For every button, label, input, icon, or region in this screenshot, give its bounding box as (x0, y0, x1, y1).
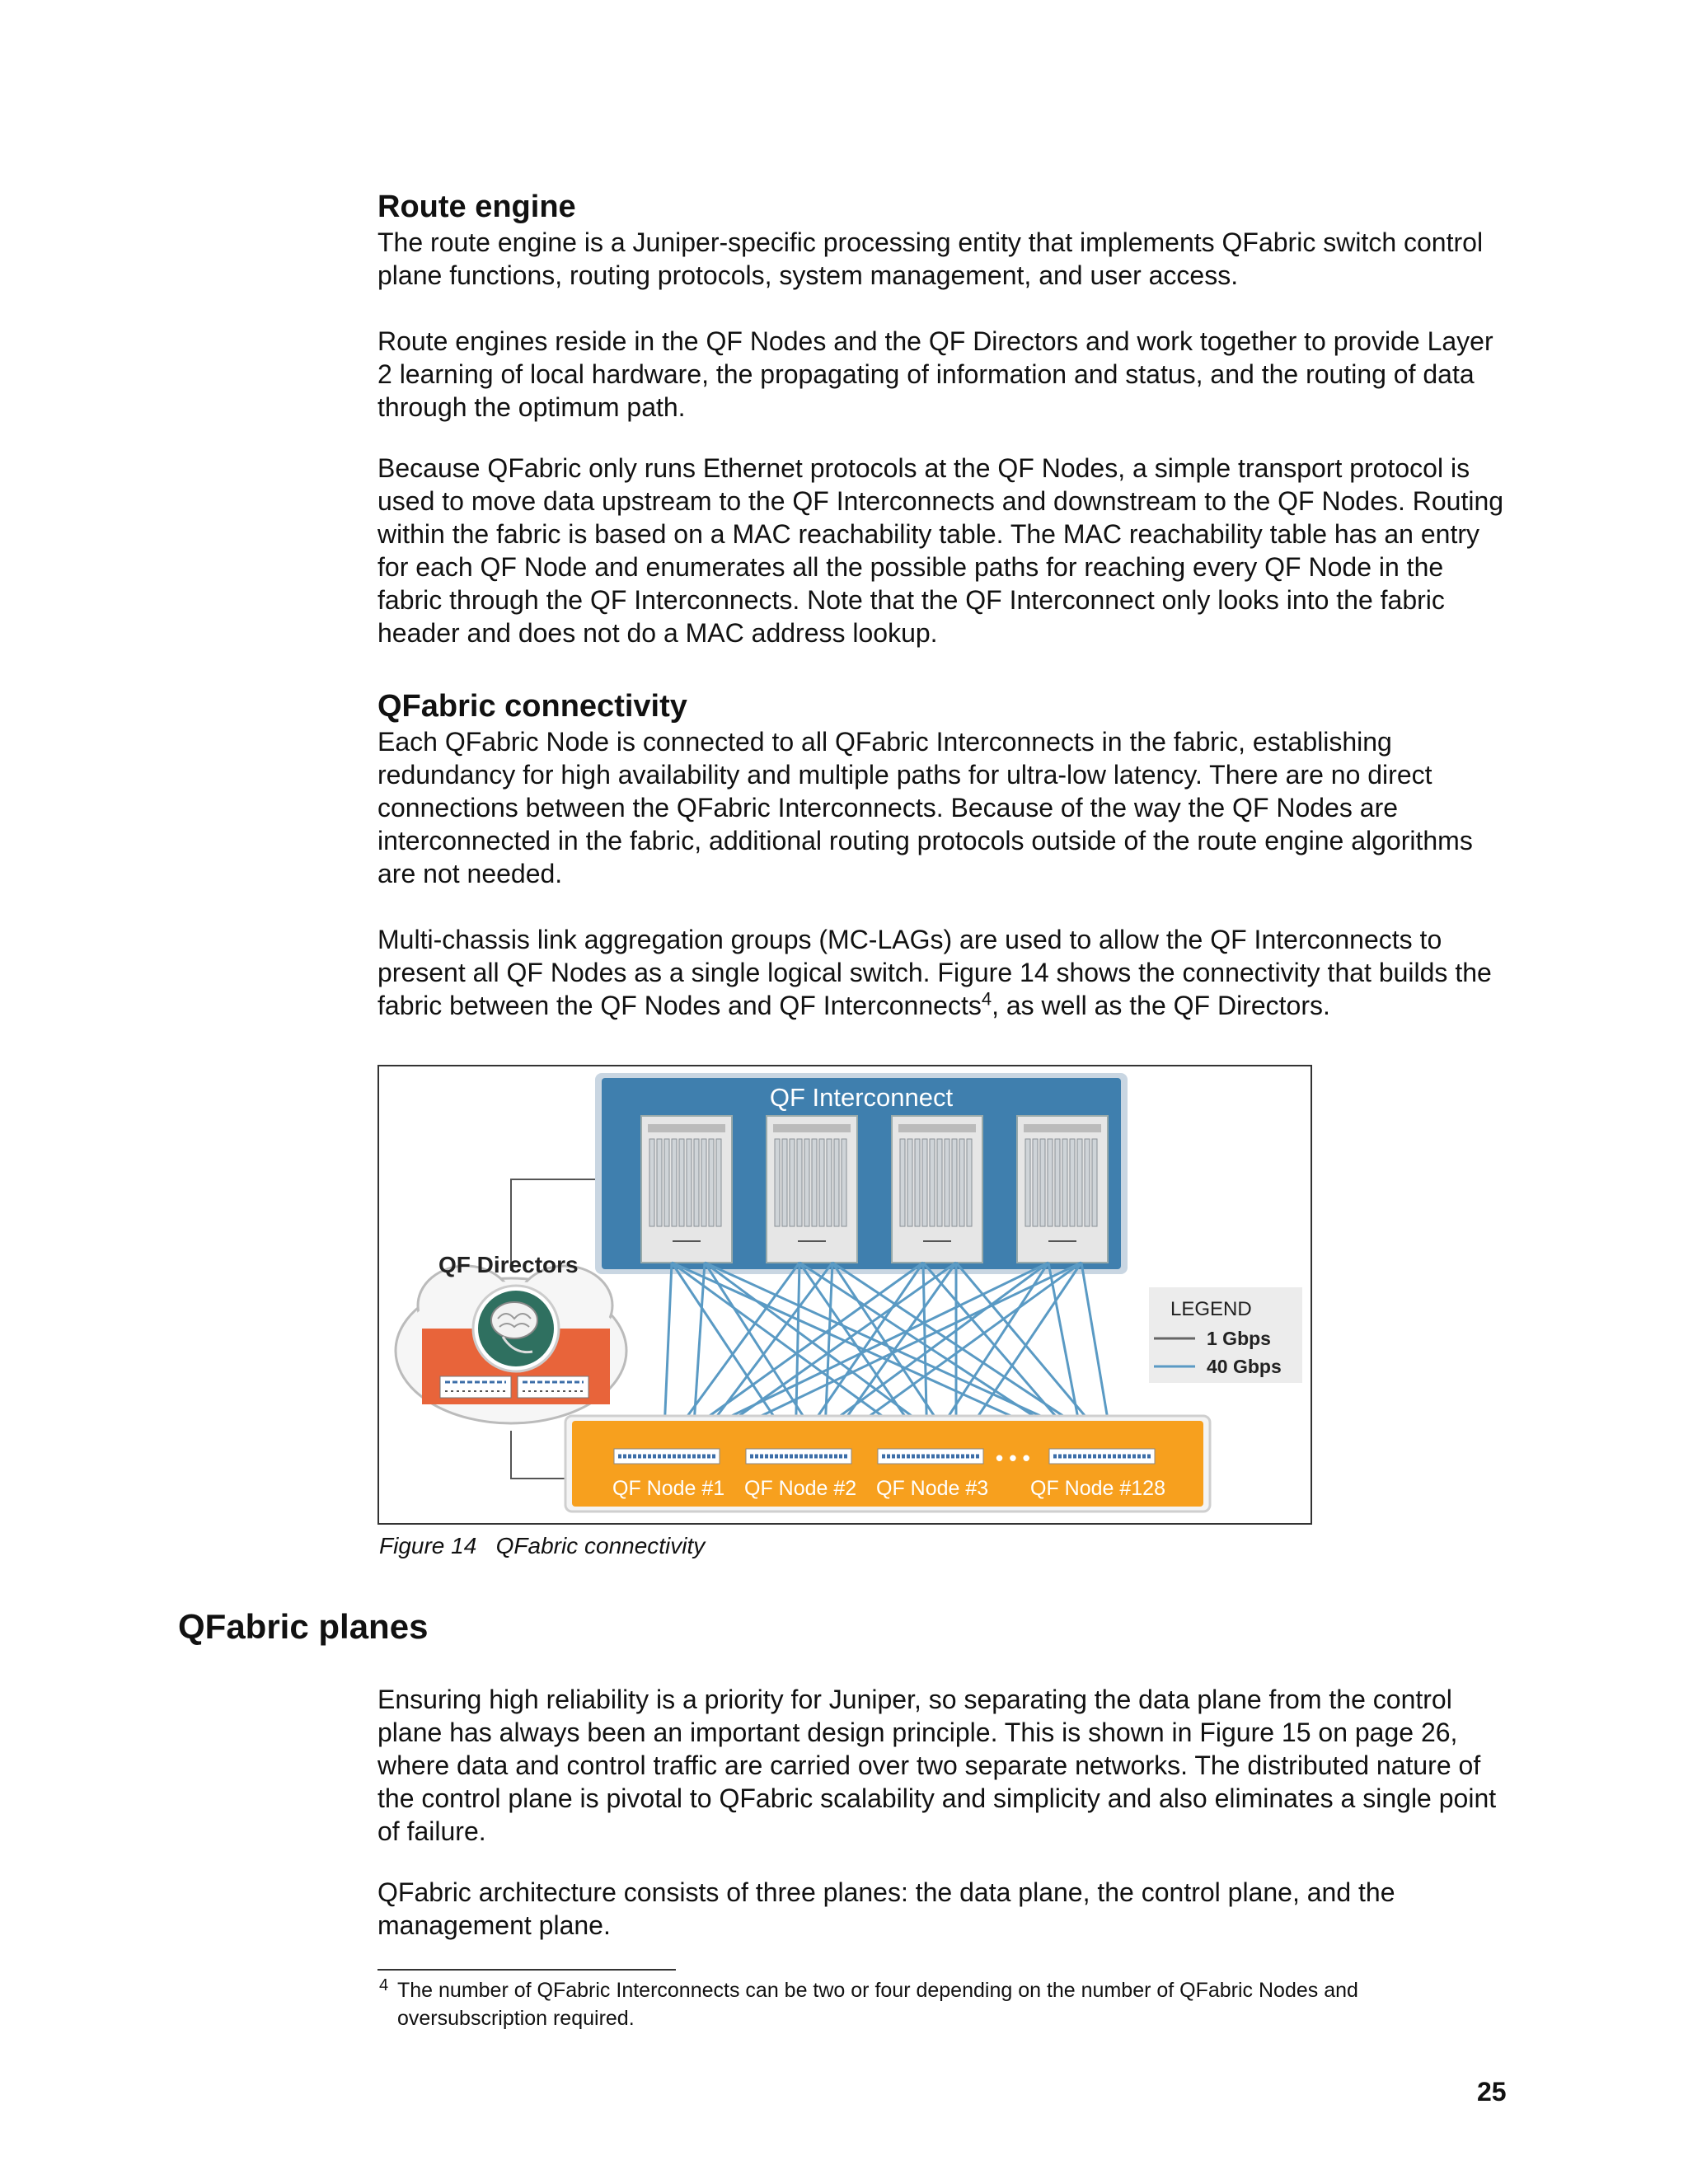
page-number: 25 (1477, 2077, 1507, 2107)
footnote (379, 1976, 1484, 2032)
paragraph: Each QFabric Node is connected to all QFabric Interconnects in the fabric, establishing redundancy for high availability and multiple paths for ultra-low latency. There are no direct connections between the QFabric Interconnects. Because of the way the QF Nodes are interconnected in the fabric, additional routing protocols outside of the route engine algorithms are not needed. (377, 727, 1473, 888)
legend-title: LEGEND (1170, 1298, 1252, 1320)
interconnect-chassis (892, 1116, 982, 1263)
legend-40gbps-label: 40 Gbps (1207, 1356, 1282, 1377)
figure-caption: Figure 14 QFabric connectivity (379, 1533, 706, 1558)
node-switch (878, 1449, 983, 1464)
interconnect-chassis (1017, 1116, 1108, 1263)
node-label-128: QF Node #128 (1030, 1477, 1165, 1500)
paragraph: Multi-chassis link aggregation groups (MC-LAGs) are used to allow the QF Interconnects to present all QF Nodes as a single logical switch. Figure 14 shows the connectivity that builds the fabric between the QF Nodes and QF Interconnects$^4$, as well as the QF Directors. (377, 925, 1492, 1020)
paragraph: Ensuring high reliability is a priority for Juniper, so separating the data plane from the control plane has always been an important design principle. This is shown in Figure 15 on page 26, where data and control traffic are carried over two separate networks. The distributed nature of the control plane is pivotal to QFabric scalability and simplicity and also eliminates a single point of failure. (377, 1685, 1497, 1846)
node-switch (614, 1449, 720, 1464)
interconnect-label: QF Interconnect (769, 1083, 954, 1112)
node-label-2: QF Node #2 (744, 1477, 857, 1500)
section-connectivity (377, 687, 1507, 890)
brain-icon (473, 1286, 559, 1371)
paragraph: The route engine is a Juniper-specific processing entity that implements QFabric switch control plane functions, routing protocols, system management, and user access. (377, 227, 1484, 290)
footnote-number: 4 (379, 1976, 389, 1994)
node-label-3: QF Node #3 (876, 1477, 989, 1500)
section-route-engine (377, 188, 1507, 292)
paragraph: Because QFabric only runs Ethernet protocols at the QF Nodes, a simple transport protocol is used to move data upstream to the QF Interconnects and downstream to the QF Nodes. Routing within the fabric is based on a MAC reachability table. The MAC reachability table has an entry for each QF Node and enumerates all the possible paths for reaching every QF Node in the fabric through the QF Interconnects. Note that the QF Interconnect only looks into the fabric header and does not do a MAC address lookup. (377, 453, 1504, 648)
figure-qfabric-connectivity (377, 1065, 1312, 1525)
node-switch (1049, 1449, 1155, 1464)
heading-qfabric-planes: QFabric planes (178, 1607, 429, 1646)
interconnect-chassis (641, 1116, 732, 1263)
directors-label: QF Directors (438, 1252, 579, 1277)
nodes-ellipsis: • • • (996, 1446, 1030, 1470)
node-label-1: QF Node #1 (612, 1477, 725, 1500)
interconnect-chassis (767, 1116, 857, 1263)
paragraph: Route engines reside in the QF Nodes and the QF Directors and work together to provide Layer 2 learning of local hardware, the propagating of information and status, and the routing of data through the optimum path. (377, 326, 1493, 422)
connectivity-diagram (379, 1066, 1311, 1523)
legend-1gbps-label: 1 Gbps (1207, 1328, 1271, 1349)
footnote-rule (377, 1969, 676, 1971)
heading-route-engine: Route engine (377, 190, 576, 224)
heading-qfabric-connectivity: QFabric connectivity (377, 689, 687, 724)
node-switches (614, 1449, 1155, 1464)
footnote-ref[interactable]: 4 (981, 988, 992, 1010)
paragraph: QFabric architecture consists of three planes: the data plane, the control plane, and the management plane. (377, 1877, 1395, 1940)
footnote-text: The number of QFabric Interconnects can be two or four depending on the number of QFabric Nodes and oversubscription required. (397, 1979, 1358, 2030)
node-switch (746, 1449, 851, 1464)
